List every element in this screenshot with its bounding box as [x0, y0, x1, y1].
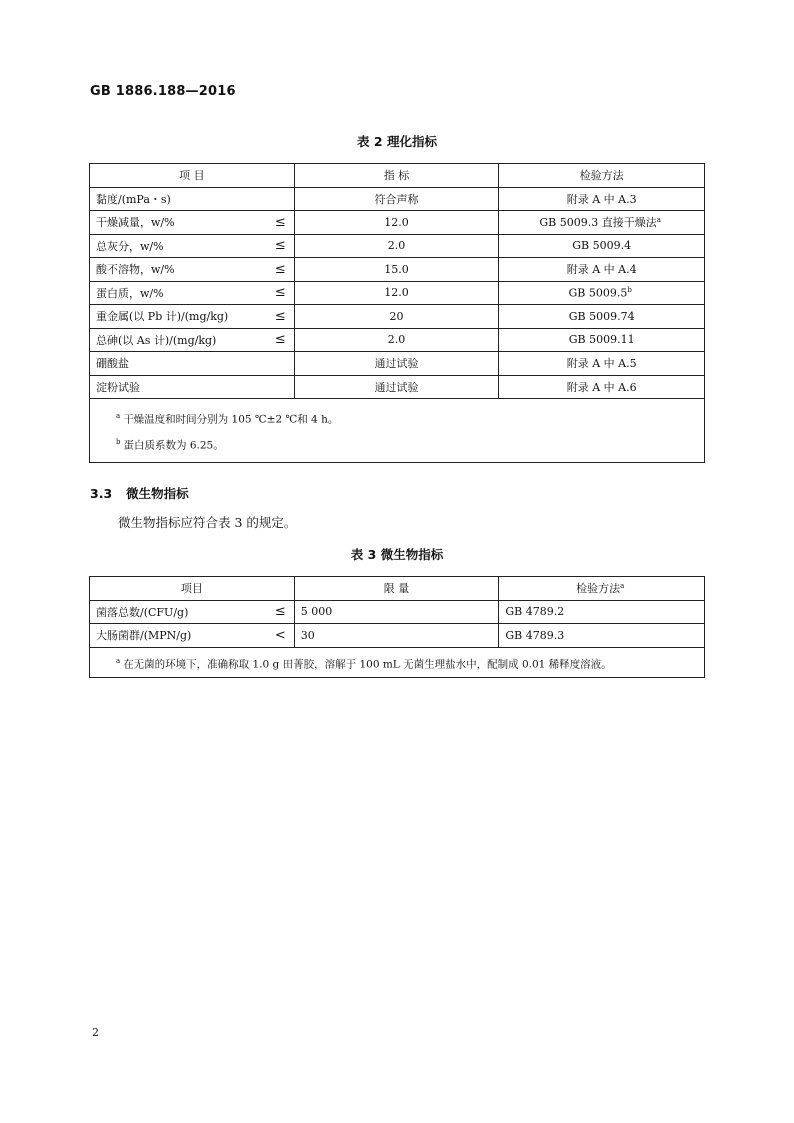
method-cell: GB 5009.11	[499, 328, 705, 352]
table-row	[90, 305, 705, 329]
section-number: 3.3	[90, 486, 113, 501]
method-cell: GB 4789.3	[499, 624, 705, 648]
item-cell	[90, 258, 295, 282]
table2-header-item: 项 目	[90, 164, 295, 188]
item-label: 淀粉试验	[96, 380, 140, 394]
method-cell: GB 4789.2	[499, 600, 705, 624]
header-text: 检验方法	[576, 582, 621, 596]
table-row	[90, 211, 705, 235]
item-label: 硼酸盐	[96, 357, 129, 371]
operator: ≤	[274, 604, 286, 620]
note-text: 干燥温度和时间分别为 105 ℃±2 ℃和 4 h。	[123, 413, 339, 426]
footnote-marker: a	[656, 215, 661, 224]
table-row	[90, 375, 705, 399]
section-paragraph: 微生物指标应符合表 3 的规定。	[118, 515, 297, 530]
operator: ≤	[274, 214, 286, 230]
item-label: 重金属(以 Pb 计)/(mg/kg)	[96, 310, 229, 324]
table-row	[90, 258, 705, 282]
table2-header-method: 检验方法	[499, 164, 705, 188]
table3-microbiological	[89, 576, 705, 678]
item-label: 菌落总数/(CFU/g)	[96, 605, 189, 619]
method-cell: 附录 A 中 A.5	[499, 352, 705, 376]
table2-note-a	[116, 405, 694, 431]
footnote-marker: a	[620, 581, 625, 590]
table2-notes	[90, 399, 705, 463]
section-title: 微生物指标	[126, 486, 189, 501]
method-cell: 附录 A 中 A.4	[499, 258, 705, 282]
table3-header-item: 项目	[90, 577, 295, 601]
item-label: 大肠菌群/(MPN/g)	[96, 629, 192, 643]
item-cell	[90, 352, 295, 376]
item-cell	[90, 624, 295, 648]
item-label: 总灰分，w/%	[96, 239, 164, 253]
footnote-marker: a	[116, 656, 121, 665]
table3-header-method	[499, 577, 705, 601]
value-cell: 12.0	[294, 211, 499, 235]
item-cell	[90, 281, 295, 305]
value-cell: 15.0	[294, 258, 499, 282]
table2-notes-row	[90, 399, 705, 463]
value-cell: 通过试验	[294, 375, 499, 399]
value-cell: 5 000	[294, 600, 499, 624]
table-row	[90, 600, 705, 624]
standard-number: GB 1886.188—2016	[90, 84, 236, 99]
item-cell	[90, 328, 295, 352]
footnote-marker: b	[116, 437, 121, 446]
method-text: GB 5009.3 直接干燥法	[539, 216, 657, 230]
table-row	[90, 234, 705, 258]
note-text: 在无菌的环境下，准确称取 1.0 g 田菁胶，溶解于 100 mL 无菌生理盐水中，配制成 0.01 稀释度溶液。	[123, 658, 612, 670]
operator: <	[274, 627, 286, 643]
table2-note-b	[116, 431, 694, 457]
table-row	[90, 624, 705, 648]
operator: ≤	[274, 308, 286, 324]
table-row	[90, 328, 705, 352]
item-label: 黏度/(mPa・s)	[96, 192, 171, 206]
value-cell: 20	[294, 305, 499, 329]
table3-header-limit: 限 量	[294, 577, 499, 601]
item-cell	[90, 211, 295, 235]
operator: ≤	[274, 285, 286, 301]
table3-caption: 表 3 微生物指标	[350, 547, 444, 562]
item-cell	[90, 305, 295, 329]
operator: ≤	[274, 332, 286, 348]
value-cell: 2.0	[294, 328, 499, 352]
table-row	[90, 187, 705, 211]
table3-header-row	[90, 577, 705, 601]
table3-note	[90, 647, 705, 678]
item-cell	[90, 375, 295, 399]
value-cell: 30	[294, 624, 499, 648]
item-cell	[90, 187, 295, 211]
footnote-marker: a	[116, 412, 121, 420]
item-label: 酸不溶物，w/%	[96, 263, 175, 277]
operator: ≤	[274, 261, 286, 277]
page-number: 2	[92, 1026, 99, 1039]
value-cell: 12.0	[294, 281, 499, 305]
method-cell: GB 5009.4	[499, 234, 705, 258]
value-cell: 通过试验	[294, 352, 499, 376]
method-cell: GB 5009.74	[499, 305, 705, 329]
method-cell: 附录 A 中 A.3	[499, 187, 705, 211]
table3-notes-row	[90, 647, 705, 678]
method-cell	[499, 281, 705, 305]
item-label: 干燥减量，w/%	[96, 216, 175, 230]
item-label: 蛋白质，w/%	[96, 286, 164, 300]
table2-physicochemical	[89, 163, 705, 463]
item-cell	[90, 234, 295, 258]
table-row	[90, 352, 705, 376]
section-heading	[90, 484, 189, 502]
item-label: 总砷(以 As 计)/(mg/kg)	[96, 333, 217, 347]
table2-caption: 表 2 理化指标	[357, 134, 437, 149]
value-cell: 2.0	[294, 234, 499, 258]
method-text: GB 5009.5	[568, 286, 628, 300]
table2-header-value: 指 标	[294, 164, 499, 188]
method-cell	[499, 211, 705, 235]
table-row	[90, 281, 705, 305]
footnote-marker: b	[627, 285, 632, 294]
table2-header-row	[90, 164, 705, 188]
operator: ≤	[274, 238, 286, 254]
value-cell: 符合声称	[294, 187, 499, 211]
item-cell	[90, 600, 295, 624]
note-text: 蛋白质系数为 6.25。	[123, 439, 224, 451]
method-cell: 附录 A 中 A.6	[499, 375, 705, 399]
